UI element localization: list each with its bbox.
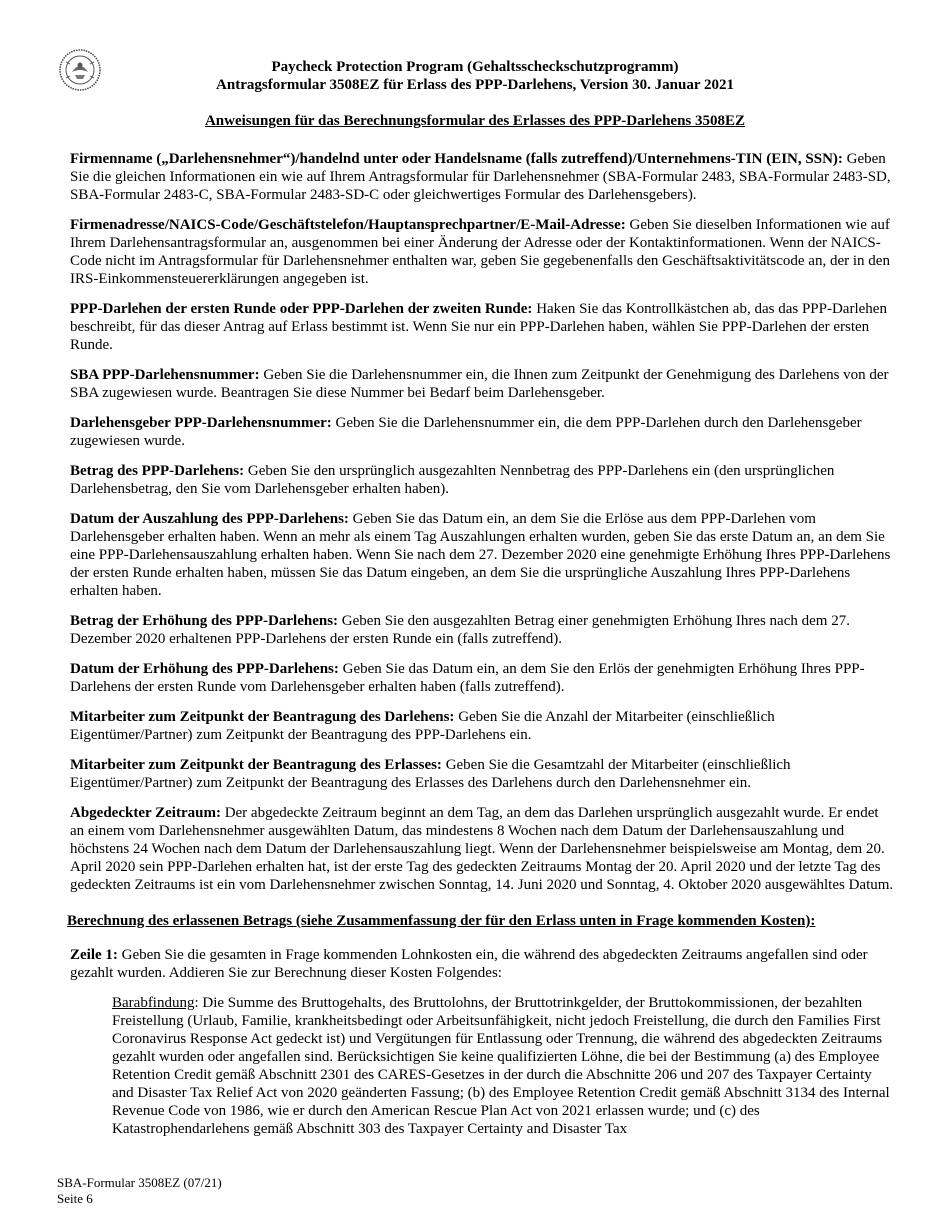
instruction-text: Geben Sie dieselben Informationen wie auf Ihrem Darlehensantragsformular an, ausgenommen bei einer Änderung der Adresse oder der Kontaktinformationen. Wenn der NAICS-Code nicht im Antragsformular für Darlehensnehmer enthalten war, geben Sie gegebenenfalls den Geschäftsaktivitätscode an, der in den IRS-Einkommensteuererklärungen angegeben ist. <box>70 217 890 287</box>
title-line-2: Antragsformular 3508EZ für Erlass des PPP-Darlehens, Version 30. Januar 2021 <box>216 77 734 93</box>
instruction-covered-period <box>70 804 896 894</box>
instruction-term: Mitarbeiter zum Zeitpunkt der Beantragung des Erlasses: <box>70 757 442 773</box>
instruction-term: PPP-Darlehen der ersten Runde oder PPP-Darlehen der zweiten Runde: <box>70 301 533 317</box>
calculation-line-1 <box>70 946 896 982</box>
instruction-term: Firmenadresse/NAICS-Code/Geschäftstelefon/Hauptansprechpartner/E-Mail-Adresse: <box>70 217 626 233</box>
instruction-text: Geben Sie die Gesamtzahl der Mitarbeiter (einschließlich Eigentümer/Partner) zum Zeitpunkt der Beantragung des Erlasses des Darlehens durch den Darlehensnehmer ein. <box>70 757 791 791</box>
instruction-text: Geben Sie das Datum ein, an dem Sie den Erlös der genehmigten Erhöhung Ihres PPP-Darlehens der ersten Runde vom Darlehensgeber erhalten haben (falls zutreffend). <box>70 661 865 695</box>
instruction-term: SBA PPP-Darlehensnummer: <box>70 367 260 383</box>
page-number: Seite 6 <box>57 1191 93 1206</box>
instruction-employees-at-application <box>70 708 896 744</box>
instruction-text: Geben Sie die gleichen Informationen ein wie auf Ihrem Antragsformular für Darlehensnehmer (SBA-Formular 2483, SBA-Formular 2483-SD, SBA-Formular 2483-C, SBA-Formular 2483-SD-C oder gleichwertiges Formular des Darlehensgebers). <box>70 151 891 203</box>
instruction-lender-loan-number <box>70 414 896 450</box>
instruction-text: Geben Sie das Datum ein, an dem Sie die Erlöse aus dem PPP-Darlehen vom Darlehensgeber erhalten haben. Wenn an mehr als einem Tag Auszahlungen erhalten wurden, geben Sie das erste Datum an, an dem Sie eine PPP-Darlehensauszahlung erhalten haben. Wenn Sie nach dem 27. Dezember 2020 eine genehmigte Erhöhung Ihres PPP-Darlehens der ersten Runde erhalten haben, müssen Sie das Datum eingeben, an dem Sie die ursprüngliche Auszahlung Ihres PPP-Darlehens erhalten haben. <box>70 511 891 599</box>
cash-compensation-paragraph <box>112 994 896 1138</box>
instruction-sba-loan-number <box>70 366 896 402</box>
title-line-1: Paycheck Protection Program (Gehaltsscheckschutzprogramm) <box>271 59 679 75</box>
instruction-term: Betrag des PPP-Darlehens: <box>70 463 245 479</box>
form-identifier: SBA-Formular 3508EZ (07/21) <box>57 1175 222 1190</box>
line-1-text: Geben Sie die gesamten in Frage kommenden Lohnkosten ein, die während des abgedeckten Zeitraums angefallen sind oder gezahlt wurden. Addieren Sie zur Berechnung dieser Kosten Folgendes: <box>70 947 868 981</box>
page-footer <box>57 1175 222 1207</box>
instruction-disbursement-date <box>70 510 896 600</box>
instruction-text: Geben Sie die Darlehensnummer ein, die Ihnen zum Zeitpunkt der Genehmigung des Darlehens von der SBA zugewiesen wurde. Beantragen Sie diese Nummer bei Bedarf beim Darlehensgeber. <box>70 367 889 401</box>
instruction-term: Datum der Erhöhung des PPP-Darlehens: <box>70 661 339 677</box>
instruction-increase-date <box>70 660 896 696</box>
instruction-term: Abgedeckter Zeitraum: <box>70 805 221 821</box>
instruction-loan-round <box>70 300 896 354</box>
line-1-label: Zeile 1: <box>70 947 118 963</box>
instruction-term: Firmenname („Darlehensnehmer“)/handelnd unter oder Handelsname (falls zutreffend)/Unternehmens-TIN (EIN, SSN): <box>70 151 843 167</box>
instruction-business-address <box>70 216 896 288</box>
instruction-text: Der abgedeckte Zeitraum beginnt an dem Tag, an dem das Darlehen ursprünglich ausgezahlt wurde. Er endet an einem vom Darlehensnehmer ausgewählten Datum, das mindestens 8 Wochen nach dem Datum der Darlehensauszahlung und höchstens 24 Wochen nach dem Datum der Darlehensauszahlung liegt. Wenn der Darlehensnehmer beispielsweise am Montag, dem 20. April 2020 sein PPP-Darlehen erhalten hat, ist der erste Tag des gedeckten Zeitraums Montag der 20. April 2020 und der letzte Tag des gedeckten Zeitraums ist ein vom Darlehensnehmer zwischen Sonntag, 14. Juni 2020 und Sonntag, 4. Oktober 2020 ausgewähltes Datum. <box>70 805 894 893</box>
instruction-text: Geben Sie den ausgezahlten Betrag einer genehmigten Erhöhung Ihres nach dem 27. Dezember 2020 erhaltenen PPP-Darlehens der ersten Runde ein (falls zutreffend). <box>70 613 850 647</box>
cash-compensation-term: Barabfindung <box>112 995 195 1011</box>
instruction-term: Darlehensgeber PPP-Darlehensnummer: <box>70 415 332 431</box>
instruction-text: Haken Sie das Kontrollkästchen ab, das das PPP-Darlehen beschreibt, für das dieser Antrag auf Erlass bestimmt ist. Wenn Sie nur ein PPP-Darlehen haben, wählen Sie PPP-Darlehen der ersten Runde. <box>70 301 887 353</box>
cash-compensation-text: : Die Summe des Bruttogehalts, des Bruttolohns, der Bruttotrinkgelder, der Bruttokommissionen, der bezahlten Freistellung (Urlaub, Familie, krankheitsbedingt oder Arbeitsunfähigkeit, nicht jedoch Freistellung, die durch den Families First Coronavirus Response Act gedeckt ist) und Vergütungen für Entlassung oder Trennung, die während des abgedeckten Zeitraums gezahlt wurden oder angefallen sind. Berücksichtigen Sie keine qualifizierten Löhne, die bei der Bestimmung (a) des Employee Retention Credit gemäß Abschnitt 2301 des CARES-Gesetzes in der durch die Abschnitte 206 und 207 des Taxpayer Certainty and Disaster Tax Relief Act von 2020 geänderten Fassung; (b) des Employee Retention Credit gemäß Abschnitt 3134 des Internal Revenue Code von 1986, wie er durch den American Rescue Plan Act von 2021 erlassen wurde; und (c) des Katastrophendarlehens gemäß Abschnitt 303 des Taxpayer Certainty and Disaster Tax <box>112 995 890 1137</box>
instructions-subtitle: Anweisungen für das Berechnungsformular des Erlasses des PPP-Darlehens 3508EZ <box>204 113 746 129</box>
document-title <box>110 58 840 94</box>
instruction-employees-at-forgiveness <box>70 756 896 792</box>
instruction-text: Geben Sie den ursprünglich ausgezahlten Nennbetrag des PPP-Darlehens ein (den ursprünglichen Darlehensbetrag, den Sie vom Darlehensgeber erhalten haben). <box>70 463 835 497</box>
instruction-text: Geben Sie die Anzahl der Mitarbeiter (einschließlich Eigentümer/Partner) zum Zeitpunkt der Beantragung des PPP-Darlehens ein. <box>70 709 775 743</box>
instruction-increase-amount <box>70 612 896 648</box>
instructions-body <box>67 150 896 1150</box>
instruction-loan-amount <box>70 462 896 498</box>
instruction-business-name <box>70 150 896 204</box>
instruction-term: Datum der Auszahlung des PPP-Darlehens: <box>70 511 349 527</box>
sba-seal-logo <box>58 48 102 92</box>
instruction-term: Mitarbeiter zum Zeitpunkt der Beantragung des Darlehens: <box>70 709 455 725</box>
calculation-section-heading: Berechnung des erlassenen Betrags (siehe Zusammenfassung der für den Erlass unten in Frage kommenden Kosten): <box>67 913 816 929</box>
instruction-text: Geben Sie die Darlehensnummer ein, die dem PPP-Darlehen durch den Darlehensgeber zugewiesen wurde. <box>70 415 862 449</box>
instruction-term: Betrag der Erhöhung des PPP-Darlehens: <box>70 613 339 629</box>
